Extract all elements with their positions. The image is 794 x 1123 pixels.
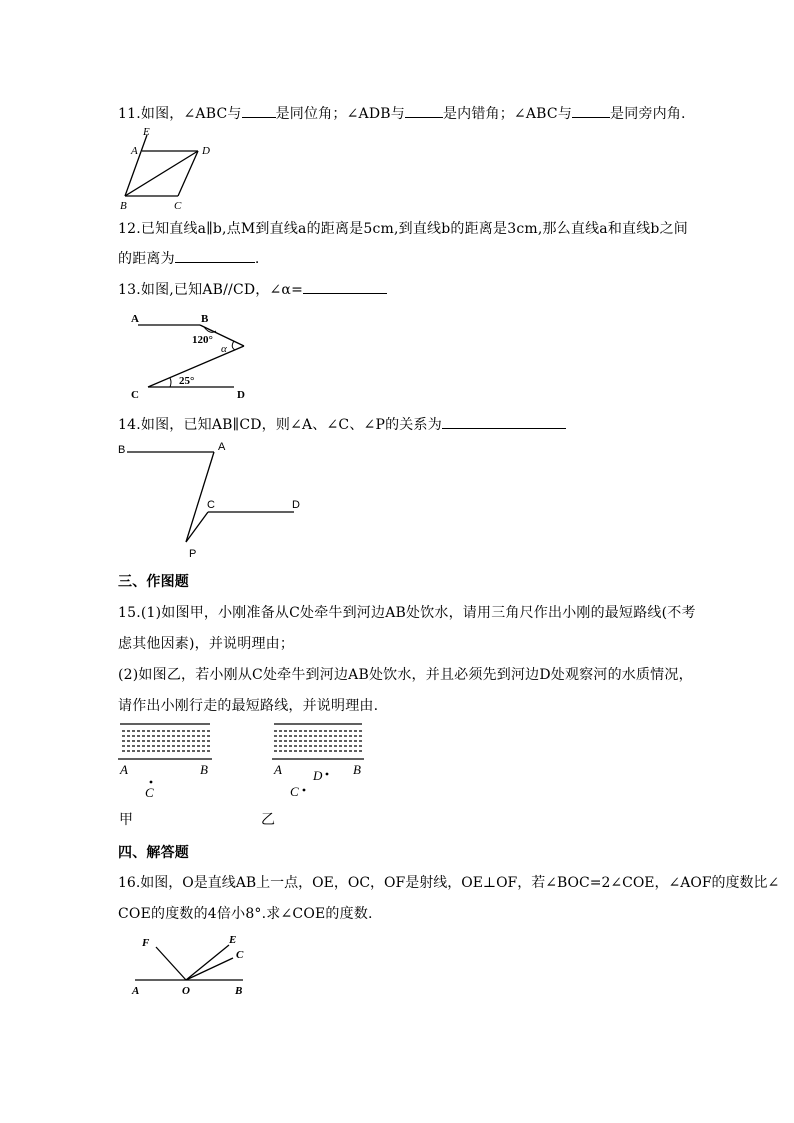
q13-label-alpha: α [221,343,227,355]
q13-line-vertex-c [148,346,244,387]
q14-label-d: D [292,499,300,511]
q13-figure [118,305,258,405]
q13-label-c: C [131,389,139,401]
q13-blank[interactable] [303,279,387,294]
q11-text: 11.如图，∠ABC与 是同位角；∠ADB与 是内错角；∠ABC与 是同旁内角. [118,103,686,123]
q13-arc-25 [170,378,171,387]
q16-label-f: F [142,937,150,949]
q13-arc-alpha [232,341,235,350]
q16-figure [125,928,260,998]
q15-jia-point-c [150,781,153,784]
q15-jia-label-a: A [120,762,128,777]
q15-caption-jia: 甲 [119,812,133,828]
q15-figure-yi [270,718,380,803]
q11-blank-2[interactable] [405,103,443,118]
q11-line-bd [125,151,198,196]
q12-line1: 12.已知直线a∥b,点M到直线a的距离是5cm,到直线b的距离是3cm,那么直线a和直线b之间 [118,221,688,237]
q14-line-pc [186,512,208,542]
q13-label-120: 120° [192,334,213,346]
q15-yi-label-b: B [353,762,361,777]
q15-line2: 虑其他因素)，并说明理由； [118,636,295,652]
section-3-heading: 三、作图题 [118,574,189,590]
q11-figure [118,125,218,210]
q11-blank-3[interactable] [572,103,610,118]
q15-yi-point-d [326,773,329,776]
q16-label-o: O [182,985,190,997]
q13-label-a: A [131,313,139,325]
q11-blank-1[interactable] [242,103,276,118]
q13-label-25: 25° [179,375,195,387]
q11-label-c: C [174,200,182,212]
q15-yi-point-c [303,789,306,792]
q12-blank[interactable] [175,248,255,263]
q15-jia-label-b: B [200,762,208,777]
q14-blank[interactable] [442,414,566,429]
q14-text: 14.如图，已知AB∥CD，则∠A、∠C、∠P的关系为 [118,414,566,434]
q15-line1: 15.(1)如图甲，小刚准备从C处牵牛到河边AB处饮水，请用三角尺作出小刚的最短路线(不考 [118,605,696,621]
q16-label-e: E [229,934,237,946]
q13-label-b: B [201,313,209,325]
q15-line3: (2)如图乙，若小刚从C处牵牛到河边AB处饮水，并且必须先到河边D处观察河的水质情况， [118,667,693,683]
q14-figure [118,440,308,560]
q11-label-d: D [202,145,210,157]
q15-line4: 请作出小刚行走的最短路线，并说明理由. [118,698,379,714]
q14-label-b: B [118,444,126,456]
q16-label-c: C [236,949,244,961]
q15-yi-label-d: D [313,768,323,783]
q11-label-b: B [120,200,127,212]
section-4-heading: 四、解答题 [118,845,189,861]
q12-line2: 的距离为 . [118,248,259,268]
q13-label-d: D [237,389,245,401]
q13-text: 13.如图,已知AB//CD，∠α= [118,279,387,299]
q16-label-b: B [235,985,243,997]
q16-label-a: A [132,985,140,997]
q15-jia-label-c: C [145,785,154,800]
q11-label-e: E [143,126,150,138]
q14-line-ap [186,452,214,542]
q16-line1: 16.如图，O是直线AB上一点，OE，OC，OF是射线，OE⊥OF，若∠BOC=2∠COE，∠AOF的度数比∠ [118,875,780,891]
q14-label-a: A [218,441,226,453]
q15-yi-label-c: C [290,784,299,799]
q15-yi-label-a: A [274,762,282,777]
q16-ray-of [156,947,186,980]
q11-label-a: A [131,145,138,157]
q14-label-p: P [189,548,197,560]
q16-line2: COE的度数的4倍小8°.求∠COE的度数. [118,906,373,922]
q15-figure-jia [118,718,228,803]
q14-label-c: C [207,499,215,511]
q15-caption-yi: 乙 [261,812,275,828]
